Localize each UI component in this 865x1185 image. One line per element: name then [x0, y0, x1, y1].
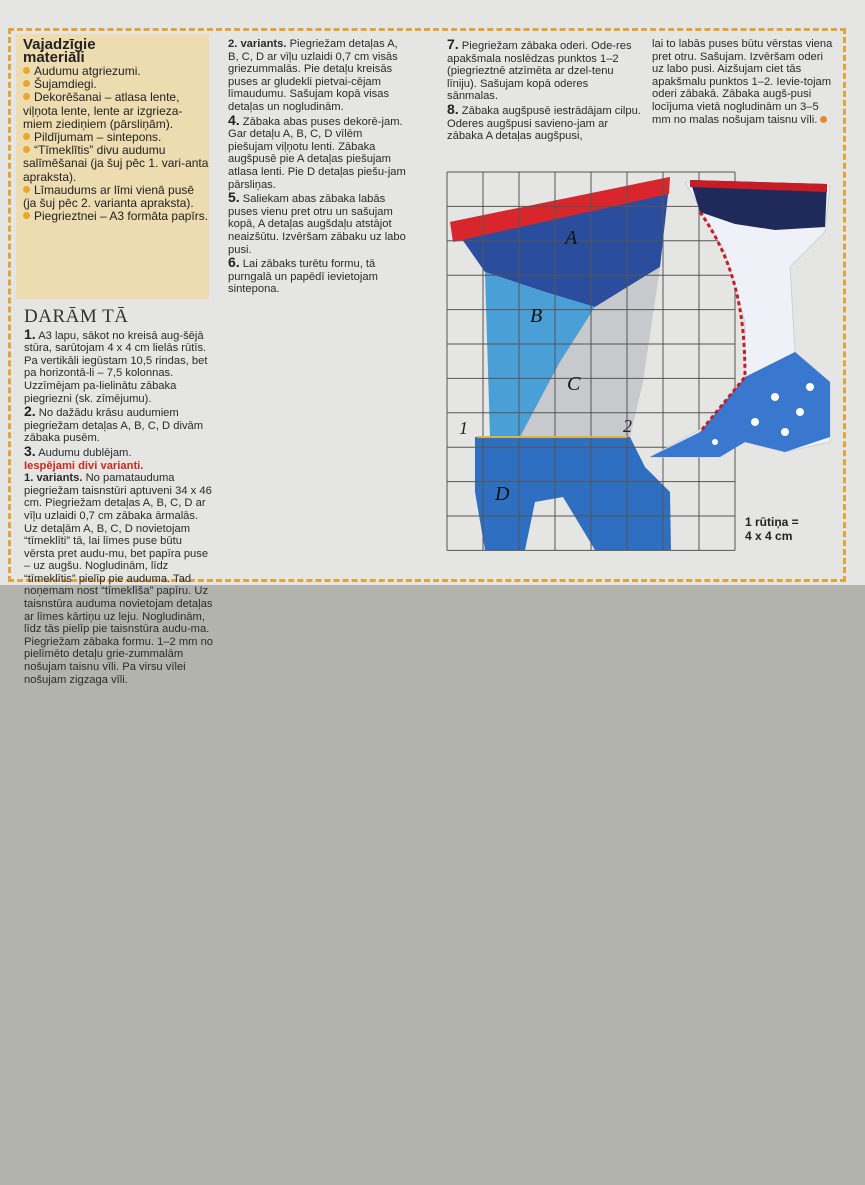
sewn-boot-photo	[650, 180, 830, 457]
point-2-label: 2	[623, 416, 632, 436]
material-item: “Tīmeklītis” divu audumu salīmēšanai (ja šuj pēc 1. vari-anta apraksta).	[23, 143, 209, 184]
step-1: 1. A3 lapu, sākot no kreisā aug-šējā stūra, sarūtojam 4 x 4 cm lielās rūtīs. Pa vertikāli iegūstam 10,5 rindas, bet pa horizontā-li – 7,5 kolonnas. Uzzīmējam pa-lielinātu zābaka piegriezni (sk. zīmējumu).	[24, 325, 208, 405]
variant-1: 1. variants. No pamatauduma piegriežam taisnstūri aptuveni 34 x 46 cm. Piegriežam detaļas A, B, C, D ar vīļu uzlaidi 0,7 cm zābaka ārmalās. Uz detaļām A, B, C, D novietojam “tīmeklīti” tā, lai līmes puse būtu vērsta pret audu-mu, bet papīra puse – uz augšu. Nogludinām, līdz “tīmeklītis” pielīp pie auduma. Tad noņemam nost “tīmeklīša” papīru. Uz taisnstūra auduma novietojam detaļas ar līmes kārtiņu uz leju. Nogludinām, līdz tās pielīp pie taisnstūra audu-ma. Piegriežam zābaka formu. 1–2 mm no pielīmēto detaļu grie-zummalām nošujam taisnu vīli. Pa virsu vīlei nošujam zigzaga vīli.	[24, 472, 214, 686]
instructions-column-4	[652, 38, 837, 126]
section-heading: DARĀM TĀ	[24, 306, 129, 327]
material-item: Līmaudums ar līmi vienā pusē (ja šuj pēc 2. varianta apraksta).	[23, 182, 195, 211]
instructions-column-2	[228, 38, 410, 296]
materials-title: Vajadzīgie materiāli	[23, 36, 96, 66]
step-5: 5. Saliekam abas zābaka labās puses vienu pret otru un sašujam kopā, A detaļas augšdaļu atstājot neaizšūtu. Izvēršam zābaku uz labo pusi.	[228, 189, 406, 256]
scale-line-1: 1 rūtiņa =	[745, 515, 799, 529]
material-item: Piegrieztnei – A3 formāta papīrs.	[23, 210, 209, 223]
material-item: Pildījumam – sintepons.	[23, 131, 209, 144]
bullet-icon	[23, 67, 30, 74]
part-d-label: D	[495, 483, 510, 505]
bullet-icon	[23, 133, 30, 140]
step-8-continued: lai to labās puses būtu vērstas viena pret otru. Sašujam. Izvēršam oderi uz labo pusi. Aizšujam ciet tās apakšmalu punktos 1–2. Ievie-tojam oderi zābakā. Zābaka augš-pusi locījuma vietā nogludinām un 3–5 mm no malas nošujam taisnu vīli.	[652, 38, 833, 126]
end-dot-icon	[820, 116, 827, 123]
instructions-column-1	[24, 306, 214, 686]
material-item: Dekorēšanai – atlasa lente, viļņota lente, lente ar izgrieza-miem ziediņiem (pārsliņām).	[23, 90, 183, 131]
scale-line-2: 4 x 4 cm	[745, 529, 793, 543]
boot-pattern-diagram	[445, 172, 840, 557]
instructions-column-3	[447, 38, 642, 143]
variant-2: 2. variants. Piegriežam detaļas A, B, C, D ar vīļu uzlaidi 0,7 cm visās griezummalās. Pie detaļu kreisās puses ar gludekli pietvai-cējam līmaudumu. Sašujam kopā visas detaļas un nogludinām.	[228, 38, 398, 113]
step-6: 6. Lai zābaks turētu formu, tā purngalā un papēdī ievietojam sintepona.	[228, 254, 378, 296]
material-item: Audumu atgriezumi.	[23, 65, 209, 78]
bullet-icon	[23, 146, 30, 153]
variants-note: Iespējami divi varianti.	[24, 459, 144, 472]
bullet-icon	[23, 186, 30, 193]
part-b-label: B	[530, 305, 543, 327]
scale-note	[745, 515, 799, 543]
step-7: 7. Piegriežam zābaka oderi. Ode-res apakšmala noslēdzas punktos 1–2 (piegrieztnē atzīmēta ar dzel-tenu līniju). Sašujam kopā oderes sānmalas.	[447, 36, 632, 103]
materials-list	[23, 65, 209, 223]
part-c-label: C	[567, 373, 581, 395]
step-8: 8. Zābaka augšpusē iestrādājam cilpu. Oderes augšpusi savieno-jam ar zābaka A detaļas augšpusi,	[447, 100, 641, 143]
bullet-icon	[23, 93, 30, 100]
step-3: 3. Audumu dublējam.	[24, 442, 132, 459]
step-4: 4. Zābaka abas puses dekorē-jam. Gar detaļu A, B, C, D vīlēm piešujam viļņotu lenti. Zābaka augšpusē pie A detaļas piešujam atlasa lenti. Pie D detaļas piešu-jam pārsliņas.	[228, 111, 406, 191]
material-item: Šujamdiegi.	[23, 78, 209, 91]
point-1-label: 1	[459, 418, 468, 438]
bullet-icon	[23, 212, 30, 219]
bullet-icon	[23, 80, 30, 87]
step-2: 2. No dažādu krāsu audumiem piegriežam detaļas A, B, C, D divām zābaka pusēm.	[24, 403, 204, 445]
materials-section	[19, 38, 209, 223]
part-a-label: A	[565, 227, 578, 249]
